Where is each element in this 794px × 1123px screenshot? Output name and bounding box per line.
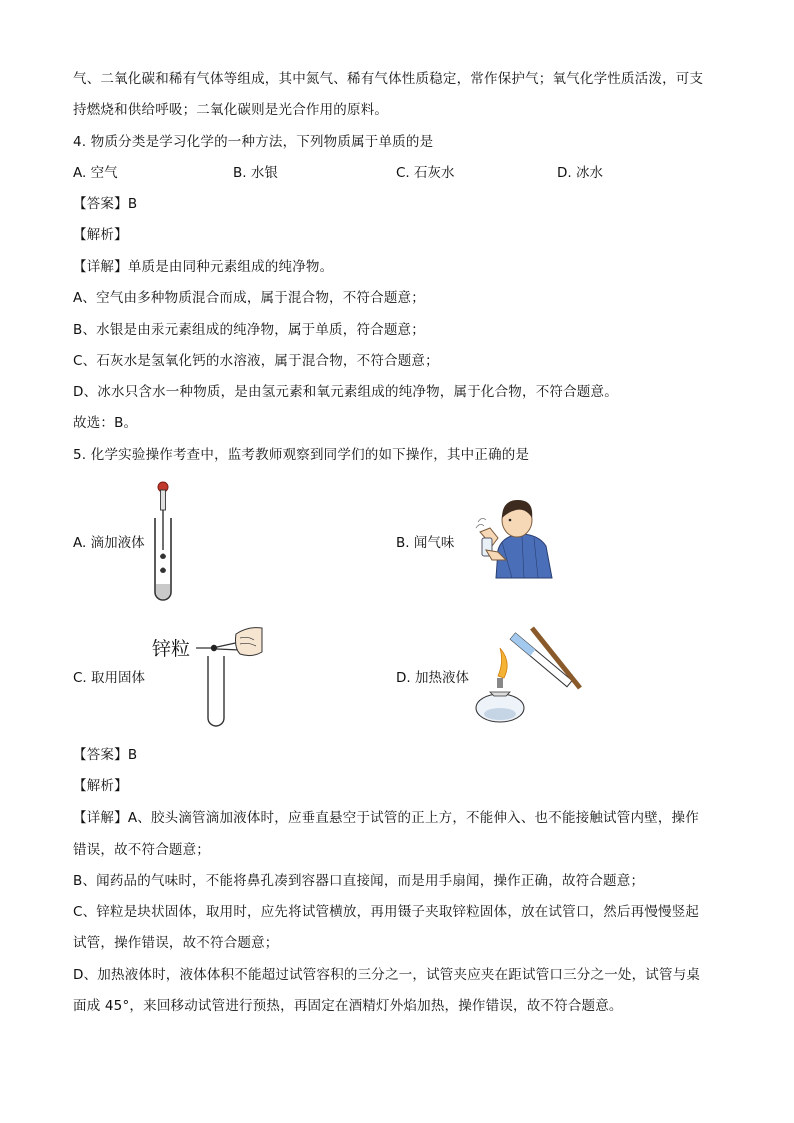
zinc-label: 锌粒 [152,638,191,660]
q5-detail-a-cont: 错误，故不符合题意； [73,842,210,858]
q4-explain-b: B、水银是由汞元素组成的纯净物，属于单质，符合题意； [73,322,425,338]
q5-analysis-tag: 【解析】 [73,778,128,794]
tweezers-zinc-test-tube-figure [196,618,266,728]
q4-option-d: D. 冰水 [557,165,603,181]
q4-detail-line [73,255,333,275]
q5-stem: 5. 化学实验操作考查中，监考教师观察到同学们的如下操作，其中正确的是 [73,447,530,463]
q5-detail-d-cont: 面成 45°，来回移动试管进行预热，再固定在酒精灯外焰加热，操作错误，故不符合题意。 [73,998,623,1014]
q4-detail-tag: 【详解】 [73,259,128,275]
q5-detail-d: D、加热液体时，液体体积不能超过试管容积的三分之一，试管夹应夹在距试管口三分之一处，试管与桌 [73,967,701,983]
q4-stem: 4. 物质分类是学习化学的一种方法，下列物质属于单质的是 [73,134,434,150]
q5-detail-a: A、胶头滴管滴加液体时，应垂直悬空于试管的正上方，不能伸入、也不能接触试管内壁，操作 [127,810,699,826]
q4-explain-c: C、石灰水是氢氧化钙的水溶液，属于混合物，不符合题意； [73,353,439,369]
dropper-in-test-tube-figure [150,478,180,604]
q4-answer: B [127,196,138,212]
smelling-gas-figure [472,492,578,582]
intro-line-1: 气、二氧化碳和稀有气体等组成，其中氮气、稀有气体性质稳定，常作保护气；氧气化学性质活泼，可支 [73,71,704,87]
q5-answer: B [127,747,138,763]
q4-analysis-tag: 【解析】 [73,227,128,243]
q5-detail-c-cont: 试管，操作错误，故不符合题意； [73,935,279,951]
q5-detail-line-1 [73,806,699,826]
q4-option-b: B. 水银 [233,165,278,181]
q4-detail: 单质是由同种元素组成的纯净物。 [127,259,334,275]
q4-option-c: C. 石灰水 [396,165,455,181]
q5-option-d: D. 加热液体 [396,670,469,686]
q5-answer-tag: 【答案】 [73,747,128,763]
q4-explain-a: A、空气由多种物质混合而成，属于混合物，不符合题意； [73,290,425,306]
q4-option-a: A. 空气 [73,165,118,181]
q4-answer-tag: 【答案】 [73,196,128,212]
q5-option-c: C. 取用固体 [73,670,146,686]
intro-line-2: 持燃烧和供给呼吸；二氧化碳则是光合作用的原料。 [73,102,389,118]
heating-test-tube-figure [472,620,584,730]
q4-conclusion: 故选：B。 [73,415,138,431]
q5-answer-line [73,743,137,763]
q5-detail-b: B、闻药品的气味时，不能将鼻孔凑到容器口直接闻，而是用手扇闻，操作正确，故符合题意； [73,873,645,889]
q5-detail-c: C、锌粒是块状固体，取用时，应先将试管横放，再用镊子夹取锌粒固体，放在试管口，然后再慢慢竖起 [73,904,700,920]
q4-explain-d: D、冰水只含水一种物质，是由氢元素和氧元素组成的纯净物，属于化合物，不符合题意。 [73,384,618,400]
q5-option-a: A. 滴加液体 [73,535,145,551]
q4-answer-line [73,192,137,212]
q5-option-b: B. 闻气味 [396,535,455,551]
q5-detail-tag: 【详解】 [73,810,128,826]
